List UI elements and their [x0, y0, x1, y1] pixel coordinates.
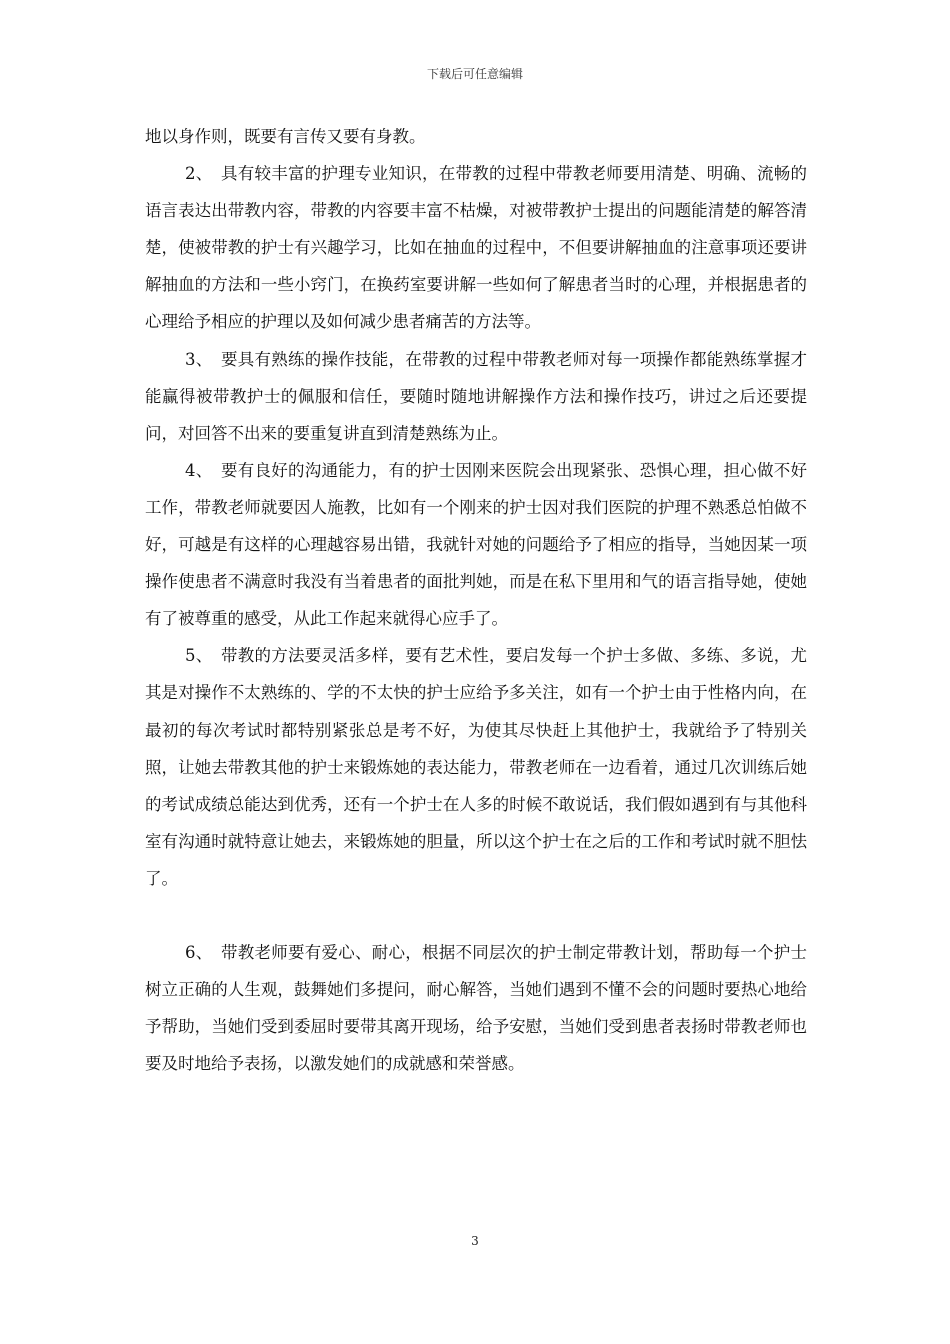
paragraph-item-5: 5、 带教的方法要灵活多样，要有艺术性，要启发每一个护士多做、多练、多说，尤其是对操作不太熟练的、学的不太快的护士应给予多关注，如有一个护士由于性格内向，在最初的每次考试时都特别紧张总是考不好，为使其尽快赶上其他护士，我就给予了特别关照，让她去带教其他的护士来锻炼她的表达能力，带教老师在一边看着，通过几次训练后她的考试成绩总能达到优秀，还有一个护士在人多的时候不敢说话，我们假如遇到有与其他科室有沟通时就特意让她去，来锻炼她的胆量，所以这个护士在之后的工作和考试时就不胆怯了。 [145, 646, 807, 888]
paragraph-item-3: 3、 要具有熟练的操作技能，在带教的过程中带教老师对每一项操作都能熟练掌握才能赢得被带教护士的佩服和信任，要随时随地讲解操作方法和操作技巧，讲过之后还要提问，对回答不出来的要重复讲直到清楚熟练为止。 [145, 349, 807, 443]
paragraph-continuation: 地以身作则，既要有言传又要有身教。 [145, 127, 426, 146]
document-body [145, 118, 807, 1082]
paragraph-item-2: 2、 具有较丰富的护理专业知识，在带教的过程中带教老师要用清楚、明确、流畅的语言表达出带教内容，带教的内容要丰富不枯燥，对被带教护士提出的问题能清楚的解答清楚，使被带教的护士有兴趣学习，比如在抽血的过程中，不但要讲解抽血的注意事项还要讲解抽血的方法和一些小窍门，在换药室要讲解一些如何了解患者当时的心理，并根据患者的心理给予相应的护理以及如何减少患者痛苦的方法等。 [145, 164, 807, 332]
page-number: 3 [471, 1234, 479, 1248]
paragraph-item-6: 6、 带教老师要有爱心、耐心，根据不同层次的护士制定带教计划，帮助每一个护士树立正确的人生观，鼓舞她们多提问，耐心解答，当她们遇到不懂不会的问题时要热心地给予帮助，当她们受到委屈时要带其离开现场，给予安慰，当她们受到患者表扬时带教老师也要及时地给予表扬，以激发她们的成就感和荣誉感。 [145, 942, 807, 1074]
paragraph-item-4: 4、 要有良好的沟通能力，有的护士因刚来医院会出现紧张、恐惧心理，担心做不好工作，带教老师就要因人施教，比如有一个刚来的护士因对我们医院的护理不熟悉总怕做不好，可越是有这样的心理越容易出错，我就针对她的问题给予了相应的指导，当她因某一项操作使患者不满意时我没有当着患者的面批判她，而是在私下里用和气的语言指导她，使她有了被尊重的感受，从此工作起来就得心应手了。 [145, 460, 807, 629]
page-header: 下载后可任意编辑 [426, 67, 523, 81]
